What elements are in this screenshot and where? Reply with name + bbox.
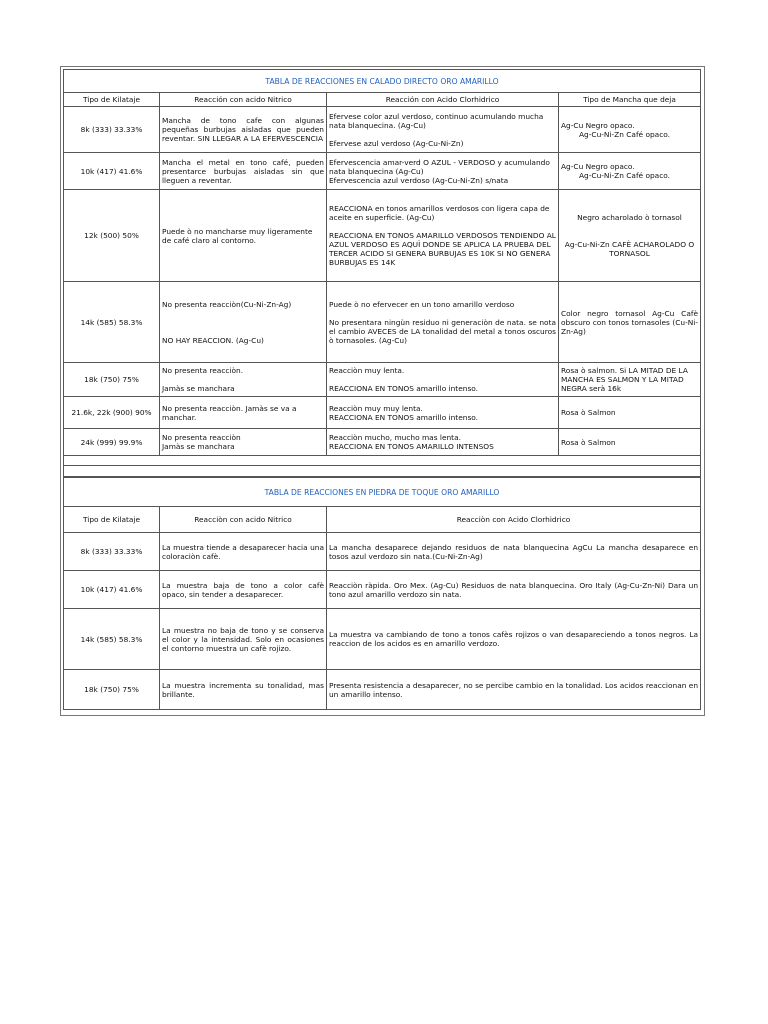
nitrico-text: Jamàs se manchara xyxy=(162,384,235,393)
mancha-text: Ag-Cu Negro opaco. xyxy=(561,120,635,130)
nitrico-cell: La muestra incrementa su tonalidad, mas brillante. xyxy=(160,670,327,710)
clorhidrico-text: REACCIONA en tonos amarillos verdosos con ligera capa de aceite en superficie. (Ag-Cu) xyxy=(329,204,550,222)
table-row xyxy=(64,609,701,670)
table-row xyxy=(64,571,701,609)
clorhidrico-text: Efervescencia amar-verd O AZUL - VERDOSO y acumulando nata blanquecina (Ag-Cu) xyxy=(329,157,550,176)
kilataje-cell: 12k (500) 50% xyxy=(64,190,160,282)
clorhidrico-text: REACCIONA EN TONOS amarillo intenso. xyxy=(329,384,479,393)
clorhidrico-text: Puede ò no efervecer en un tono amarillo verdoso xyxy=(329,299,515,309)
nitrico-cell: La muestra tiende a desaparecer hacia una coloraciòn cafè. xyxy=(160,533,327,571)
clorhidrico-text: Reacciòn muy lenta. xyxy=(329,366,405,375)
kilataje-cell: 10k (417) 41.6% xyxy=(64,153,160,190)
nitrico-text: No presenta reacciòn(Cu-Ni-Zn-Ag) xyxy=(162,299,292,309)
clorhidrico-text: REACCIONA EN TONOS AMARILLO VERDOSOS TENDIENDO AL AZUL VERDOSO ES AQUÌ DONDE SE APLICA LA PRUEBA DEL TERCER ACIDO SI GENERA BURBUJAS ES 10K SI NO GENERA BURBUJAS ES 14K xyxy=(329,231,556,267)
table1-header-row xyxy=(64,93,701,107)
clorhidrico-text: Efervescencia azul verdoso (Ag-Cu-Ni-Zn) s/nata xyxy=(329,175,509,185)
kilataje-cell: 8k (333) 33.33% xyxy=(64,533,160,571)
nitrico-cell: Puede ò no mancharse muy ligeramente de café claro al contorno. xyxy=(160,190,327,282)
table-row xyxy=(64,363,701,397)
table-row xyxy=(64,190,701,282)
col-header-nitrico: Reacciòn con acido Nitrico xyxy=(160,507,327,533)
clorhidrico-text: REACCIONA EN TONOS AMARILLO INTENSOS xyxy=(329,442,494,451)
clorhidrico-text: REACCIONA EN TONOS amarillo intenso. xyxy=(329,412,479,422)
clorhidrico-cell xyxy=(327,190,559,282)
nitrico-cell xyxy=(160,282,327,363)
table-row xyxy=(64,533,701,571)
mancha-cell: Rosa ò Salmon xyxy=(559,429,701,456)
kilataje-cell: 10k (417) 41.6% xyxy=(64,571,160,609)
nitrico-text: No presenta reacciòn. xyxy=(162,366,244,375)
nitrico-cell: Mancha de tono cafe con algunas pequeñas burbujas aisladas que pueden reventar. SIN LLEGAR A LA EFERVESCENCIA xyxy=(160,107,327,153)
col-header-kilataje: Tipo de Kilataje xyxy=(64,507,160,533)
spacer-row xyxy=(64,456,701,466)
nitrico-cell xyxy=(160,429,327,456)
table-row xyxy=(64,107,701,153)
mancha-text: Ag-Cu Negro opaco. xyxy=(561,162,635,171)
kilataje-cell: 18k (750) 75% xyxy=(64,670,160,710)
nitrico-cell: Mancha el metal en tono café, pueden presentarce burbujas aisladas sin que lleguen a reventar. xyxy=(160,153,327,190)
nitrico-text: No presenta reacciòn xyxy=(162,433,241,442)
nitrico-cell: La muestra no baja de tono y se conserva el color y la intensidad. Solo en ocasiones el contorno muestra un cafè rojizo. xyxy=(160,609,327,670)
nitrico-text: Jamàs se manchara xyxy=(162,442,235,451)
col-header-clorhidrico: Reacciòn con Acido Clorhidrico xyxy=(327,507,701,533)
clorhidrico-cell xyxy=(327,282,559,363)
col-header-nitrico: Reacción con acido Nitrico xyxy=(160,93,327,107)
table-piedra-de-toque xyxy=(63,477,701,710)
mancha-cell xyxy=(559,190,701,282)
clorhidrico-text: No presentara ningùn residuo ni generaciòn de nata. se nota el cambio AVECES de LA tonalidad del metal a tonos oscuros ò tornasoles. (Ag-Cu) xyxy=(329,317,556,345)
nitrico-cell: La muestra baja de tono a color cafè opaco, sin tender a desaparecer. xyxy=(160,571,327,609)
mancha-cell xyxy=(559,107,701,153)
table-row xyxy=(64,429,701,456)
table2-header-row xyxy=(64,507,701,533)
clorhidrico-cell xyxy=(327,363,559,397)
clorhidrico-cell xyxy=(327,107,559,153)
clorhidrico-text: Reacciòn mucho, mucho mas lenta. xyxy=(329,433,461,442)
document-sheet xyxy=(63,69,700,710)
col-header-kilataje: Tipo de Kilataje xyxy=(64,93,160,107)
clorhidrico-cell xyxy=(327,153,559,190)
clorhidrico-cell xyxy=(327,429,559,456)
table-calado-directo xyxy=(63,69,701,477)
nitrico-text: NO HAY REACCION. (Ag-Cu) xyxy=(162,335,264,345)
mancha-cell xyxy=(559,153,701,190)
clorhidrico-cell: La mancha desaparece dejando residuos de nata blanquecina AgCu La mancha desaparece en tosos azul verdozo sin nata.(Cu-Ni-Zn-Ag) xyxy=(327,533,701,571)
mancha-cell: Color negro tornasol Ag-Cu Cafè obscuro con tonos tornasoles (Cu-Ni-Zn-Ag) xyxy=(559,282,701,363)
kilataje-cell: 18k (750) 75% xyxy=(64,363,160,397)
clorhidrico-cell: La muestra va cambiando de tono a tonos cafès rojizos o van desapareciendo a tonos negros. La reaccion de los acidos es en amarillo verdozo. xyxy=(327,609,701,670)
mancha-cell: Rosa ò salmon. Si LA MITAD DE LA MANCHA ES SALMON Y LA MITAD NEGRA serà 16k xyxy=(559,363,701,397)
kilataje-cell: 21.6k, 22k (900) 90% xyxy=(64,397,160,429)
spacer-row xyxy=(64,466,701,477)
mancha-text: Ag-Cu-Ni-Zn CAFÈ ACHAROLADO O TORNASOL xyxy=(564,240,695,258)
table-row xyxy=(64,397,701,429)
nitrico-cell: No presenta reacciòn. Jamàs se va a manchar. xyxy=(160,397,327,429)
clorhidrico-cell: Presenta resistencia a desaparecer, no se percibe cambio en la tonalidad. Los acidos reaccionan en un amarillo intenso. xyxy=(327,670,701,710)
nitrico-cell xyxy=(160,363,327,397)
table-row xyxy=(64,153,701,190)
table-row xyxy=(64,670,701,710)
clorhidrico-text: Efervese color azul verdoso, continuo acumulando mucha nata blanquecina. (Ag-Cu) xyxy=(329,111,544,130)
kilataje-cell: 8k (333) 33.33% xyxy=(64,107,160,153)
clorhidrico-text: Efervese azul verdoso (Ag-Cu-Ni-Zn) xyxy=(329,138,464,148)
kilataje-cell: 14k (585) 58.3% xyxy=(64,609,160,670)
kilataje-cell: 24k (999) 99.9% xyxy=(64,429,160,456)
clorhidrico-cell xyxy=(327,397,559,429)
table1-title: TABLA DE REACCIONES EN CALADO DIRECTO ORO AMARILLO xyxy=(64,70,701,93)
table2-title: TABLA DE REACCIONES EN PIEDRA DE TOQUE ORO AMARILLO xyxy=(64,478,701,507)
col-header-mancha: Tipo de Mancha que deja xyxy=(559,93,701,107)
mancha-text: Ag-Cu-Ni-Zn Café opaco. xyxy=(579,129,671,139)
clorhidrico-cell: Reacciòn ràpida. Oro Mex. (Ag-Cu) Residuos de nata blanquecina. Oro Italy (Ag-Cu-Zn-Ni) Dara un tono azul amarillo verdozo sin nata. xyxy=(327,571,701,609)
clorhidrico-text: Reacciòn muy muy lenta. xyxy=(329,403,423,413)
mancha-text: Ag-Cu-Ni-Zn Café opaco. xyxy=(579,171,671,180)
table-row xyxy=(64,282,701,363)
mancha-text: Negro acharolado ò tornasol xyxy=(577,213,682,222)
col-header-clorhidrico: Reacción con Acido Clorhidrico xyxy=(327,93,559,107)
mancha-cell: Rosa ò Salmon xyxy=(559,397,701,429)
kilataje-cell: 14k (585) 58.3% xyxy=(64,282,160,363)
